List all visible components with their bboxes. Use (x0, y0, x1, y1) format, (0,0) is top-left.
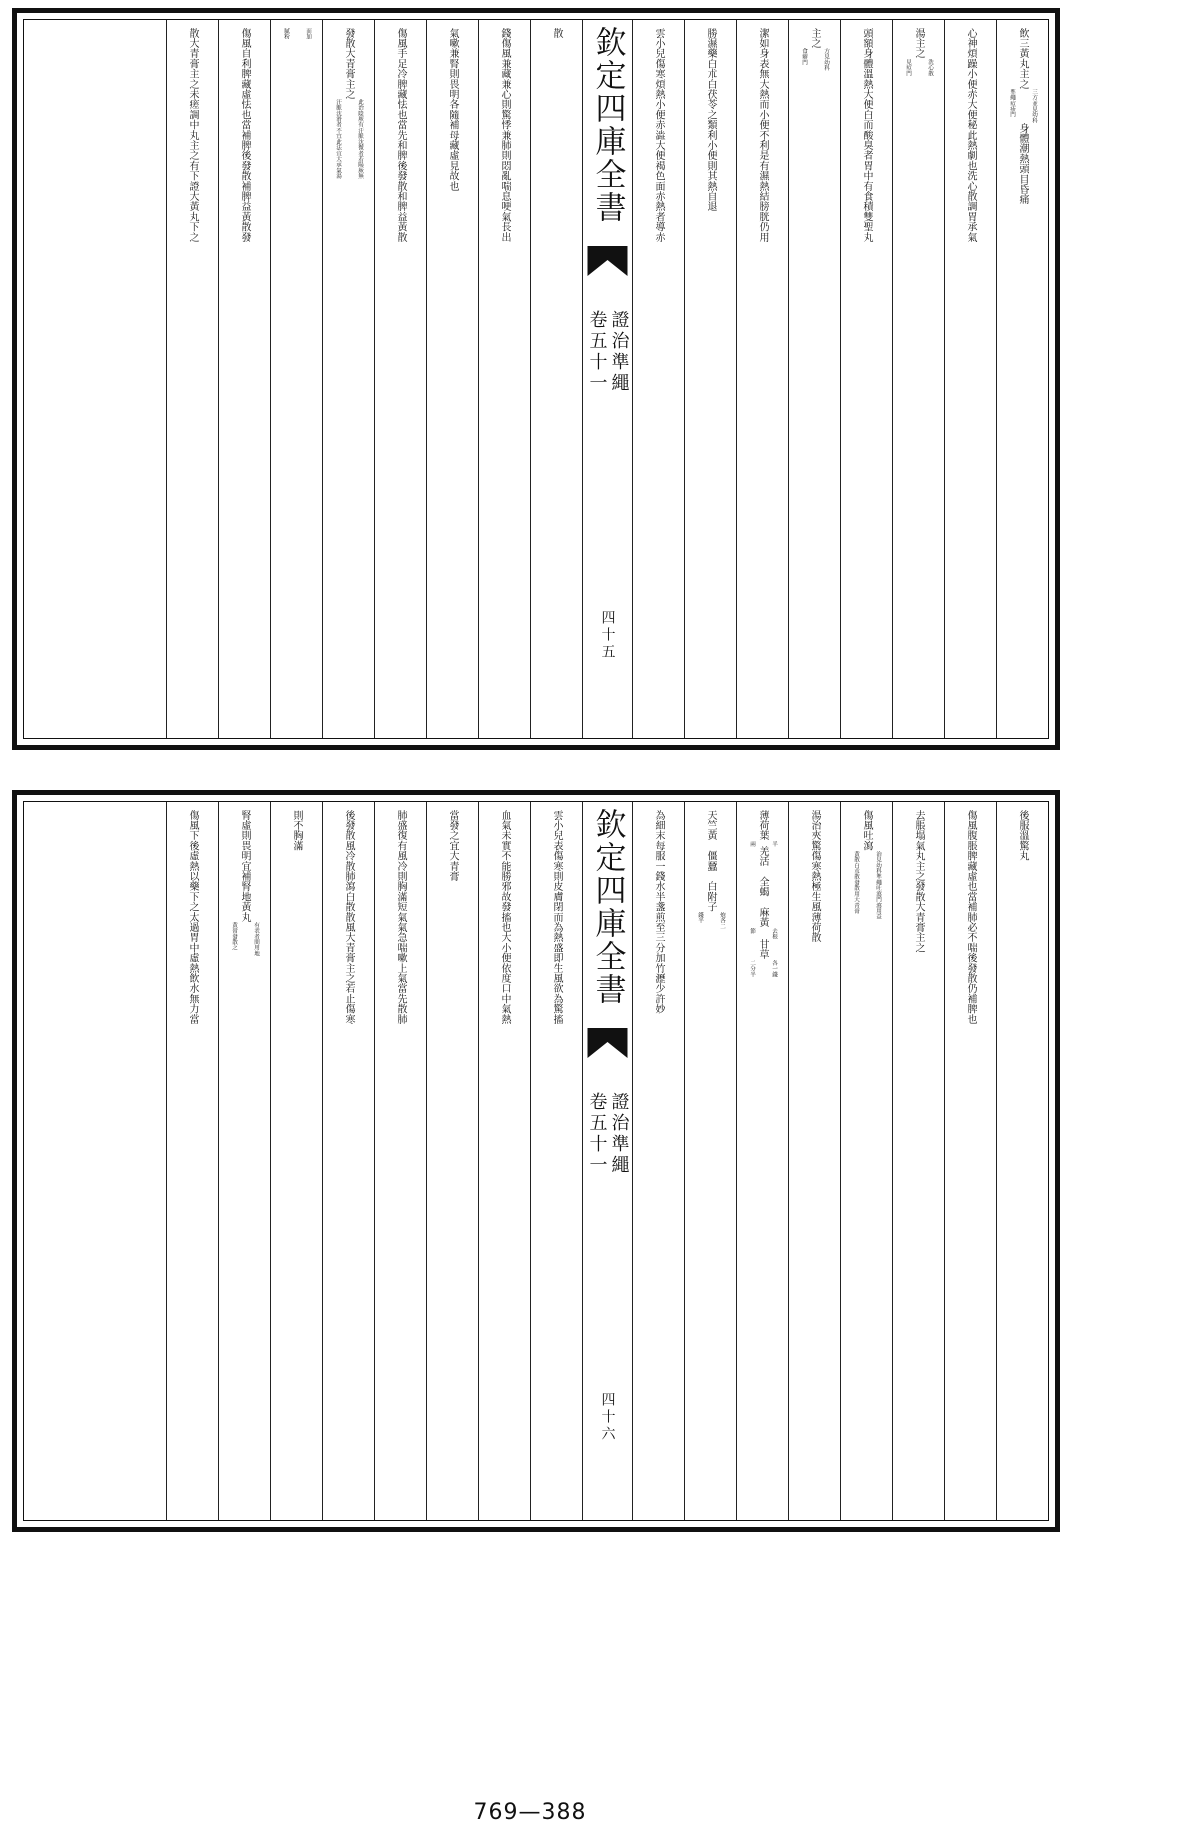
annotation-note (741, 960, 785, 977)
text-column (684, 20, 736, 738)
caption-volume (583, 310, 632, 394)
column-content (275, 810, 319, 1520)
bottom-page (12, 790, 1060, 1532)
main-text: 則不胸滿 (291, 810, 303, 851)
main-text: 傷風吐瀉 (861, 810, 873, 851)
column-content (1000, 28, 1045, 738)
annotation-line: 各一錢 (771, 959, 777, 977)
text-column (840, 20, 892, 738)
annotation-line: 黃散白朮散發散用大青膏 (853, 850, 859, 914)
text-column (788, 802, 840, 1520)
column-content (792, 28, 837, 738)
annotation-line: 炮各二 (719, 912, 725, 930)
main-text: 潔如身表無大熱而小便不利是有濕熱結膀胱仍用 (757, 28, 769, 243)
folio-number (583, 1392, 632, 1443)
annotation-line: 兩 (749, 840, 755, 847)
text-column (218, 802, 270, 1520)
column-content (949, 810, 993, 1520)
column-content (1001, 810, 1045, 1520)
column-content (741, 28, 785, 738)
annotation-line: 方見幼科 (823, 48, 829, 72)
column-content (431, 28, 475, 738)
caption-volume (583, 1092, 632, 1176)
column-content (379, 810, 423, 1520)
text-column (166, 802, 218, 1520)
page-number: 769—388 (473, 1800, 587, 1825)
column-content (844, 810, 889, 1520)
main-text: 氣嗽兼腎則畏明各隨補母藏虛見故也 (447, 28, 459, 192)
annotation-line: 二分半 (749, 959, 755, 977)
annotation-line: 半 (771, 840, 777, 847)
text-column (270, 20, 322, 738)
text-column (374, 802, 426, 1520)
caption-volume-number: 卷五十一 (586, 1092, 608, 1176)
main-text: 傷風手足冷脾藏怯也當先和脾後發散和脾益黃散 (395, 28, 407, 243)
annotation-note (897, 59, 941, 76)
annotation-line: 而加 (305, 28, 311, 40)
annotation-note (275, 28, 319, 39)
main-text: 血氣未實不能勝邪故發搐也大小便依度口中氣熱 (499, 810, 511, 1025)
annotation-line: 三方並見幼科 (1031, 89, 1037, 124)
text-column (478, 802, 530, 1520)
column-content (688, 810, 733, 1520)
text-column (632, 802, 684, 1520)
main-text: 後服溫驚丸 (1017, 810, 1029, 862)
text-column (632, 20, 684, 738)
center-caption-column (582, 802, 632, 1520)
column-content (431, 810, 475, 1520)
annotation-line: 見痘門 (905, 58, 911, 76)
main-text: 腎虛則畏明宜補腎地黃丸 (239, 810, 251, 923)
text-column (530, 20, 582, 738)
folio-number-text: 四十六 (599, 1392, 616, 1443)
annotation-line: 治見幼科準繩吐瀉門瀉用益 (875, 850, 881, 920)
main-text: 湯治夾驚傷寒熱極生風薄荷散 (809, 810, 821, 943)
column-content (326, 28, 371, 738)
main-text: 雲小兒表傷寒則皮膚閉而為熱盛即生風欲為驚搐 (551, 810, 563, 1025)
text-column (892, 802, 944, 1520)
annotation-line: 去根 (771, 927, 777, 940)
column-content (171, 810, 215, 1520)
fish-tail-mark (587, 246, 628, 276)
text-column (322, 20, 374, 738)
column-content (535, 28, 579, 738)
annotation-line: 錢半 (697, 912, 703, 924)
text-column (684, 802, 736, 1520)
caption-volume-number: 卷五十一 (586, 310, 608, 394)
main-text: 湯主之 (913, 28, 925, 59)
text-column (892, 20, 944, 738)
text-column (944, 20, 996, 738)
column-content (793, 810, 837, 1520)
column-content (223, 28, 267, 738)
caption-book: 證治準繩 (608, 310, 630, 394)
main-text: 天竺黃 僵蠶 白附子 (705, 810, 717, 913)
main-text: 為細末每服一錢水半盞煎至三分加竹瀝少許妙 (653, 810, 665, 1015)
main-text: 頭額身體溫熱大便白而酸臭者胃中有食積雙聖丸 (861, 28, 873, 243)
column-content (535, 810, 579, 1520)
annotation-note (223, 922, 267, 956)
text-column (478, 20, 530, 738)
column-content (379, 28, 423, 738)
caption-title: 欽定四庫全書 (589, 808, 626, 1006)
column-content (222, 810, 267, 1520)
main-text: 身體潮熱頭目昏痛 (1017, 123, 1029, 206)
annotation-line: 黃膏發散之 (231, 922, 237, 951)
annotation-line: 準繩痘疹門 (1009, 89, 1015, 118)
text-column (270, 802, 322, 1520)
text-column (374, 20, 426, 738)
column-content (897, 810, 941, 1520)
annotation-line: 節 (749, 927, 755, 934)
text-column (736, 802, 788, 1520)
main-text: 散 (551, 28, 563, 39)
column-content (274, 28, 319, 738)
main-text: 薄荷葉 (757, 810, 769, 841)
annotation-line: 膩粉 (283, 28, 289, 40)
main-text: 傷風自利脾藏虛怯也當補脾後發散補脾益黃散發 (239, 28, 251, 243)
text-column (996, 20, 1048, 738)
bottom-page-columns (23, 801, 1049, 1521)
caption-title-wrap (585, 808, 630, 1006)
top-page (12, 8, 1060, 750)
annotation-note (793, 48, 837, 71)
text-column (218, 20, 270, 738)
folio-number (583, 610, 632, 661)
annotation-line: 洗心散 (927, 58, 933, 76)
text-column (944, 802, 996, 1520)
column-content (327, 810, 371, 1520)
page-margin (24, 20, 166, 738)
annotation-line: 汗脈沈滑者不宜此法宜大承氣湯 (335, 99, 341, 180)
text-column (426, 802, 478, 1520)
column-content (171, 28, 215, 738)
center-caption-column (582, 20, 632, 738)
column-content (740, 810, 785, 1520)
text-column (166, 20, 218, 738)
column-content (483, 28, 527, 738)
caption-title-wrap (585, 26, 630, 224)
column-content (483, 810, 527, 1520)
column-content (637, 810, 681, 1520)
annotation-note (689, 912, 733, 929)
annotation-line: 有表者間用地 (253, 922, 259, 957)
main-text: 勝濕藥白朮白茯苓之類利小便則其熱自退 (705, 28, 717, 212)
annotation-line: 此治陰厥有汗脈沈微者若陽厥無 (357, 99, 363, 180)
column-content (949, 28, 993, 738)
text-column (840, 802, 892, 1520)
annotation-note (845, 851, 889, 920)
main-text: 散大青膏主之未瘥調中丸主之有下證大黃丸下之 (187, 28, 199, 243)
main-text: 發散大青膏主之 (343, 28, 355, 100)
main-text: 主之 (809, 28, 821, 49)
annotation-note (1001, 89, 1045, 123)
page-margin (24, 802, 166, 1520)
text-column (426, 20, 478, 738)
main-text: 飲三黃丸主之 (1017, 28, 1029, 90)
text-column (788, 20, 840, 738)
text-column (996, 802, 1048, 1520)
main-text: 錢傷風兼藏兼心則驚悸兼肺則悶亂喘息哽氣長出 (499, 28, 511, 243)
main-text: 羌活 全蝎 麻黃 (757, 846, 769, 928)
column-content (845, 28, 889, 738)
annotation-note (327, 99, 371, 179)
main-text: 心神煩躁小便赤大便秘此熱劇也洗心散調胃承氣 (965, 28, 977, 243)
main-text: 當發之宜大青膏 (447, 810, 459, 882)
main-text: 甘草 (757, 939, 769, 960)
caption-title: 欽定四庫全書 (589, 26, 626, 224)
main-text: 雲小兒傷寒煩熱小便赤澁大便褐色面赤熱者導赤 (653, 28, 665, 243)
main-text: 肺盛復有風冷則胸滿短氣氣急喘嗽上氣當先散肺 (395, 810, 407, 1025)
column-content (637, 28, 681, 738)
main-text: 去脹塌氣丸主之發散大青膏主之 (913, 810, 925, 953)
annotation-note (741, 928, 785, 939)
main-text: 傷風下後虛熱以藥下之太過胃中虛熱飲水無力當 (187, 810, 199, 1025)
top-page-columns (23, 19, 1049, 739)
annotation-line: 食癖門 (801, 48, 807, 66)
column-content (896, 28, 941, 738)
fish-tail-mark (587, 1028, 628, 1058)
caption-book: 證治準繩 (608, 1092, 630, 1176)
column-content (689, 28, 733, 738)
text-column (530, 802, 582, 1520)
text-column (322, 802, 374, 1520)
folio-number-text: 四十五 (599, 610, 616, 661)
main-text: 後發散風冷散肺瀉白散散風大青膏主之若止傷寒 (343, 810, 355, 1025)
main-text: 傷風腹脹脾藏虛也當補肺必不喘後發散仍補脾也 (965, 810, 977, 1025)
text-column (736, 20, 788, 738)
